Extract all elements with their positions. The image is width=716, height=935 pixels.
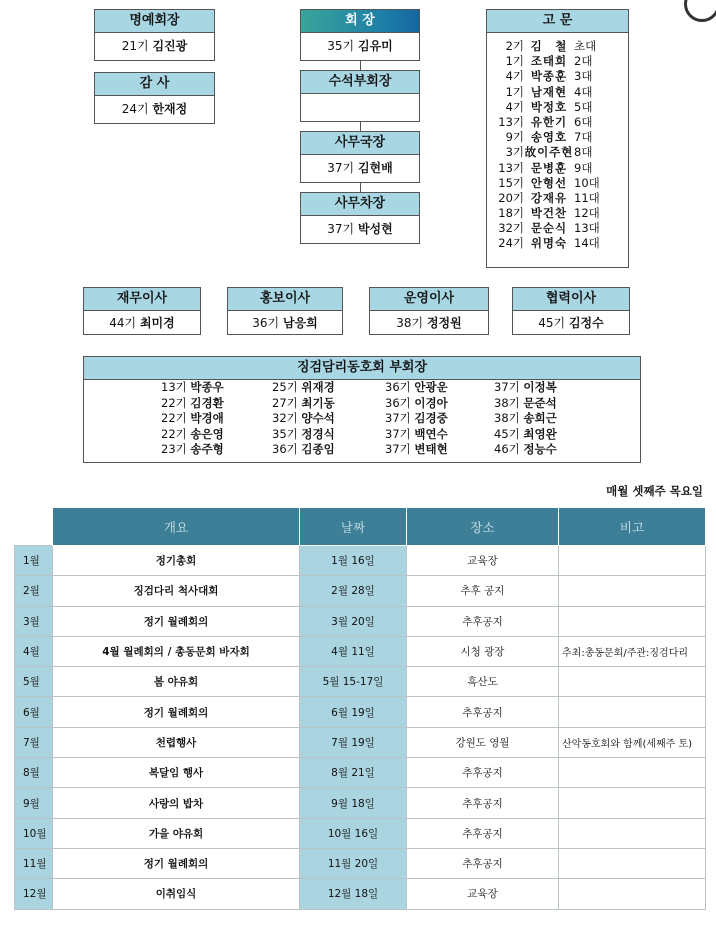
event-remarks-cell: 산악동호회와 함께(세째주 토) xyxy=(559,727,706,757)
month-cell: 12월 xyxy=(15,879,53,909)
event-title-cell: 4월 월례회의 / 총동문회 바자회 xyxy=(53,636,300,666)
director-box xyxy=(369,287,489,335)
generation: 37기 xyxy=(327,222,355,236)
month-cell: 3월 xyxy=(15,606,53,636)
header-remarks: 비고 xyxy=(559,508,706,546)
person-name: 송주형 xyxy=(190,442,224,457)
event-title-cell: 정기총회 xyxy=(53,546,300,576)
vice-president-row xyxy=(84,396,640,412)
event-title-cell: 정기 월례회의 xyxy=(53,697,300,727)
event-date-cell: 12월 18일 xyxy=(300,879,407,909)
person-name: 백연수 xyxy=(414,426,448,441)
person-name: 이경아 xyxy=(414,395,448,410)
meeting-note: 매월 셋째주 목요일 xyxy=(606,484,703,498)
advisor-generation: 2기 xyxy=(505,39,524,53)
person-name: 위재경 xyxy=(301,380,335,394)
advisor-generation: 3기 xyxy=(505,145,524,160)
advisor-order: 2대 xyxy=(574,54,593,69)
advisor-order: 10대 xyxy=(574,175,600,190)
table-row xyxy=(15,636,706,666)
event-date-cell: 3월 20일 xyxy=(300,606,407,636)
box-title: 협력이사 xyxy=(513,288,629,311)
generation: 23기 xyxy=(161,442,187,457)
schedule-header-row xyxy=(15,508,706,546)
vice-president xyxy=(385,396,448,412)
header-overview: 개요 xyxy=(53,508,300,546)
person-name: 변태현 xyxy=(414,442,448,457)
advisor-name: 박정호 xyxy=(530,99,568,114)
month-cell: 5월 xyxy=(15,667,53,697)
advisor-order: 4대 xyxy=(574,84,593,99)
advisor-order: 13대 xyxy=(574,221,600,236)
table-row xyxy=(15,758,706,788)
director-box xyxy=(83,287,201,335)
advisors-list xyxy=(487,33,628,252)
person-name: 김유미 xyxy=(357,39,393,53)
event-remarks-cell xyxy=(559,546,706,576)
vice-president xyxy=(494,427,557,443)
box-title: 운영이사 xyxy=(370,288,488,311)
advisor-generation: 32기 xyxy=(498,221,524,236)
schedule-table xyxy=(14,507,706,910)
advisor-name: 유한기 xyxy=(530,114,568,129)
vice-president xyxy=(494,411,557,427)
person-name: 최기동 xyxy=(301,395,335,410)
table-row xyxy=(15,879,706,909)
vice-president-row xyxy=(84,380,640,396)
vice-president xyxy=(494,396,557,412)
generation: 45기 xyxy=(538,316,566,330)
event-place-cell: 시청 광장 xyxy=(407,636,559,666)
event-date-cell: 7월 19일 xyxy=(300,727,407,757)
president-box xyxy=(300,9,420,61)
event-date-cell: 8월 21일 xyxy=(300,758,407,788)
person-name: 김종임 xyxy=(301,442,335,457)
connector-line xyxy=(360,183,361,192)
person-name: 최영완 xyxy=(523,426,557,441)
vice-president xyxy=(272,411,335,427)
event-remarks-cell: 추최:총동문회/주관:징검다리 xyxy=(559,636,706,666)
vice-president-row xyxy=(84,411,640,427)
generation: 24기 xyxy=(121,102,149,116)
event-place-cell: 추후공지 xyxy=(407,697,559,727)
box-title: 징검담리동호회 부회장 xyxy=(84,357,640,380)
advisor-name: 송영호 xyxy=(530,130,568,145)
month-cell: 4월 xyxy=(15,636,53,666)
vice-president-row xyxy=(84,427,640,443)
vice-president xyxy=(494,442,557,458)
advisor-order: 6대 xyxy=(574,114,593,129)
person-name: 박종우 xyxy=(190,380,224,394)
event-title-cell: 사랑의 밥차 xyxy=(53,788,300,818)
generation: 35기 xyxy=(272,426,298,441)
vice-presidents-box xyxy=(83,356,641,463)
advisor-generation: 13기 xyxy=(498,160,524,175)
director-box xyxy=(227,287,343,335)
advisor-name: 조태희 xyxy=(530,54,568,69)
person-name: 정능수 xyxy=(523,442,557,457)
advisor-order: 11대 xyxy=(574,190,600,205)
advisor-row xyxy=(487,236,628,251)
honorary-president-box xyxy=(94,9,215,61)
event-title-cell: 가을 야유회 xyxy=(53,818,300,848)
vice-president xyxy=(161,380,224,396)
event-date-cell: 2월 28일 xyxy=(300,576,407,606)
person-name: 박경애 xyxy=(190,411,224,426)
person-name: 김진광 xyxy=(152,39,188,53)
event-date-cell: 5월 15-17일 xyxy=(300,667,407,697)
connector-line xyxy=(360,61,361,70)
advisor-row xyxy=(487,39,628,54)
person-name: 정정원 xyxy=(426,316,462,330)
event-place-cell: 추후공지 xyxy=(407,848,559,878)
person-name: 이정복 xyxy=(523,380,557,394)
advisor-generation: 20기 xyxy=(498,190,524,205)
month-cell: 7월 xyxy=(15,727,53,757)
event-place-cell: 흑산도 xyxy=(407,667,559,697)
generation: 46기 xyxy=(494,442,520,457)
advisor-row xyxy=(487,54,628,69)
senior-vice-president-box xyxy=(300,70,420,122)
person-name: 김현배 xyxy=(357,161,393,175)
advisor-generation: 15기 xyxy=(498,175,524,190)
advisor-row xyxy=(487,191,628,206)
event-title-cell: 정기 월례회의 xyxy=(53,606,300,636)
header-blank xyxy=(15,508,53,546)
month-cell: 10월 xyxy=(15,818,53,848)
month-cell: 9월 xyxy=(15,788,53,818)
advisor-name: 남재현 xyxy=(530,84,568,99)
event-date-cell: 10월 16일 xyxy=(300,818,407,848)
advisor-name: 문병훈 xyxy=(530,160,568,175)
event-date-cell: 11월 20일 xyxy=(300,848,407,878)
box-title: 고 문 xyxy=(487,10,628,33)
vice-presidents-grid xyxy=(84,380,640,458)
box-title: 수석부회장 xyxy=(301,71,419,94)
event-title-cell: 복달임 행사 xyxy=(53,758,300,788)
vice-president xyxy=(385,427,448,443)
vice-president xyxy=(272,396,335,412)
advisor-row xyxy=(487,100,628,115)
table-row xyxy=(15,848,706,878)
vice-president xyxy=(494,380,557,396)
event-date-cell: 9월 18일 xyxy=(300,788,407,818)
advisor-order: 12대 xyxy=(574,206,600,221)
secretary-general-box xyxy=(300,131,420,183)
box-title: 사무국장 xyxy=(301,132,419,155)
event-remarks-cell xyxy=(559,788,706,818)
advisor-generation: 13기 xyxy=(498,114,524,129)
month-cell: 1월 xyxy=(15,546,53,576)
person-name: 송은영 xyxy=(190,426,224,441)
event-place-cell: 추후 공지 xyxy=(407,576,559,606)
person-name: 정경식 xyxy=(301,426,335,441)
person-name: 최미경 xyxy=(139,316,175,330)
director-info xyxy=(84,311,200,335)
table-row xyxy=(15,546,706,576)
generation: 37기 xyxy=(494,380,520,394)
advisor-name: 위명숙 xyxy=(530,236,568,251)
event-remarks-cell xyxy=(559,879,706,909)
advisor-name: 박종훈 xyxy=(530,69,568,84)
event-remarks-cell xyxy=(559,758,706,788)
corner-circle-decoration xyxy=(684,0,716,22)
header-date: 날짜 xyxy=(300,508,407,546)
event-title-cell: 징검다리 척사대회 xyxy=(53,576,300,606)
person-name: 안광운 xyxy=(414,380,448,394)
vice-president xyxy=(272,380,335,396)
box-title: 재무이사 xyxy=(84,288,200,311)
vice-president xyxy=(161,427,224,443)
advisors-box xyxy=(486,9,629,268)
month-cell: 11월 xyxy=(15,848,53,878)
event-remarks-cell xyxy=(559,606,706,636)
advisor-name: 문순식 xyxy=(530,221,568,236)
generation: 45기 xyxy=(494,426,520,441)
box-title: 감 사 xyxy=(95,73,214,96)
advisor-order: 7대 xyxy=(574,130,593,145)
advisor-generation: 1기 xyxy=(505,84,524,99)
advisor-row xyxy=(487,176,628,191)
person-name: 박성현 xyxy=(357,222,393,236)
person-name: 양수석 xyxy=(301,411,335,426)
table-row xyxy=(15,667,706,697)
vice-president-row xyxy=(84,442,640,458)
person-name: 남응희 xyxy=(282,316,318,330)
advisor-row xyxy=(487,145,628,160)
deputy-secretary-box xyxy=(300,192,420,244)
director-info xyxy=(513,311,629,335)
advisor-generation: 4기 xyxy=(505,99,524,114)
director-box xyxy=(512,287,630,335)
vice-president xyxy=(161,411,224,427)
advisor-name: 김 철 xyxy=(530,39,568,53)
director-info xyxy=(228,311,342,335)
event-title-cell: 이취임식 xyxy=(53,879,300,909)
box-title: 명예회장 xyxy=(95,10,214,33)
table-row xyxy=(15,606,706,636)
advisor-generation: 24기 xyxy=(498,236,524,251)
event-date-cell: 6월 19일 xyxy=(300,697,407,727)
advisor-row xyxy=(487,206,628,221)
generation: 22기 xyxy=(161,411,187,426)
generation: 37기 xyxy=(385,426,411,441)
advisor-order: 14대 xyxy=(574,236,600,251)
generation: 22기 xyxy=(161,426,187,441)
advisor-row xyxy=(487,221,628,236)
month-cell: 2월 xyxy=(15,576,53,606)
event-place-cell: 추후공지 xyxy=(407,606,559,636)
table-row xyxy=(15,697,706,727)
generation: 36기 xyxy=(385,380,411,394)
event-place-cell: 추후공지 xyxy=(407,788,559,818)
connector-line xyxy=(360,122,361,131)
event-date-cell: 4월 11일 xyxy=(300,636,407,666)
person-name: 문준석 xyxy=(523,395,557,410)
advisor-name: 안형선 xyxy=(530,175,568,190)
vice-president xyxy=(385,442,448,458)
advisor-order: 초대 xyxy=(574,39,597,53)
advisor-row xyxy=(487,115,628,130)
box-title: 회 장 xyxy=(301,10,419,33)
vice-president xyxy=(385,411,448,427)
table-row xyxy=(15,727,706,757)
generation: 44기 xyxy=(109,316,137,330)
advisor-generation: 18기 xyxy=(498,206,524,221)
generation: 21기 xyxy=(121,39,149,53)
advisor-order: 5대 xyxy=(574,99,593,114)
generation: 13기 xyxy=(161,380,187,394)
event-remarks-cell xyxy=(559,848,706,878)
generation: 36기 xyxy=(385,395,411,410)
generation: 37기 xyxy=(385,411,411,426)
generation: 36기 xyxy=(252,316,280,330)
event-title-cell: 천렵행사 xyxy=(53,727,300,757)
vice-president xyxy=(272,442,335,458)
advisor-row xyxy=(487,130,628,145)
event-place-cell: 강원도 영월 xyxy=(407,727,559,757)
table-row xyxy=(15,576,706,606)
event-remarks-cell xyxy=(559,818,706,848)
event-place-cell: 추후공지 xyxy=(407,758,559,788)
event-remarks-cell xyxy=(559,697,706,727)
auditor-box xyxy=(94,72,215,124)
generation: 37기 xyxy=(327,161,355,175)
advisor-name: 강재유 xyxy=(530,190,568,205)
advisor-order: 3대 xyxy=(574,69,593,84)
header-place: 장소 xyxy=(407,508,559,546)
vice-president xyxy=(161,442,224,458)
generation: 37기 xyxy=(385,442,411,457)
person-name: 김경환 xyxy=(190,395,224,410)
event-place-cell: 추후공지 xyxy=(407,818,559,848)
event-title-cell: 봄 야유회 xyxy=(53,667,300,697)
advisor-order: 8대 xyxy=(574,145,593,160)
advisor-generation: 4기 xyxy=(505,69,524,84)
person-name: 한재정 xyxy=(152,102,188,116)
advisor-generation: 9기 xyxy=(505,130,524,145)
generation: 38기 xyxy=(396,316,424,330)
generation: 22기 xyxy=(161,395,187,410)
advisor-order: 9대 xyxy=(574,160,593,175)
vice-president xyxy=(161,396,224,412)
generation: 25기 xyxy=(272,380,298,394)
generation: 27기 xyxy=(272,395,298,410)
person-name: 송희근 xyxy=(523,411,557,426)
person-name: 김경중 xyxy=(414,411,448,426)
month-cell: 6월 xyxy=(15,697,53,727)
generation: 38기 xyxy=(494,411,520,426)
box-title: 사무차장 xyxy=(301,193,419,216)
advisor-generation: 1기 xyxy=(505,54,524,69)
advisor-name: 박건찬 xyxy=(530,206,568,221)
event-remarks-cell xyxy=(559,576,706,606)
vice-president xyxy=(385,380,448,396)
advisor-row xyxy=(487,69,628,84)
box-title: 홍보이사 xyxy=(228,288,342,311)
schedule-body xyxy=(15,546,706,910)
event-remarks-cell xyxy=(559,667,706,697)
generation: 36기 xyxy=(272,442,298,457)
director-info xyxy=(370,311,488,335)
month-cell: 8월 xyxy=(15,758,53,788)
person-name: 김정수 xyxy=(568,316,604,330)
event-date-cell: 1월 16일 xyxy=(300,546,407,576)
advisor-row xyxy=(487,161,628,176)
event-place-cell: 교육장 xyxy=(407,879,559,909)
table-row xyxy=(15,788,706,818)
generation: 32기 xyxy=(272,411,298,426)
vice-president xyxy=(272,427,335,443)
generation: 35기 xyxy=(327,39,355,53)
table-row xyxy=(15,818,706,848)
generation: 38기 xyxy=(494,395,520,410)
event-place-cell: 교육장 xyxy=(407,546,559,576)
advisor-row xyxy=(487,85,628,100)
advisor-name: 故이주현 xyxy=(524,145,574,160)
event-title-cell: 정기 월례회의 xyxy=(53,848,300,878)
